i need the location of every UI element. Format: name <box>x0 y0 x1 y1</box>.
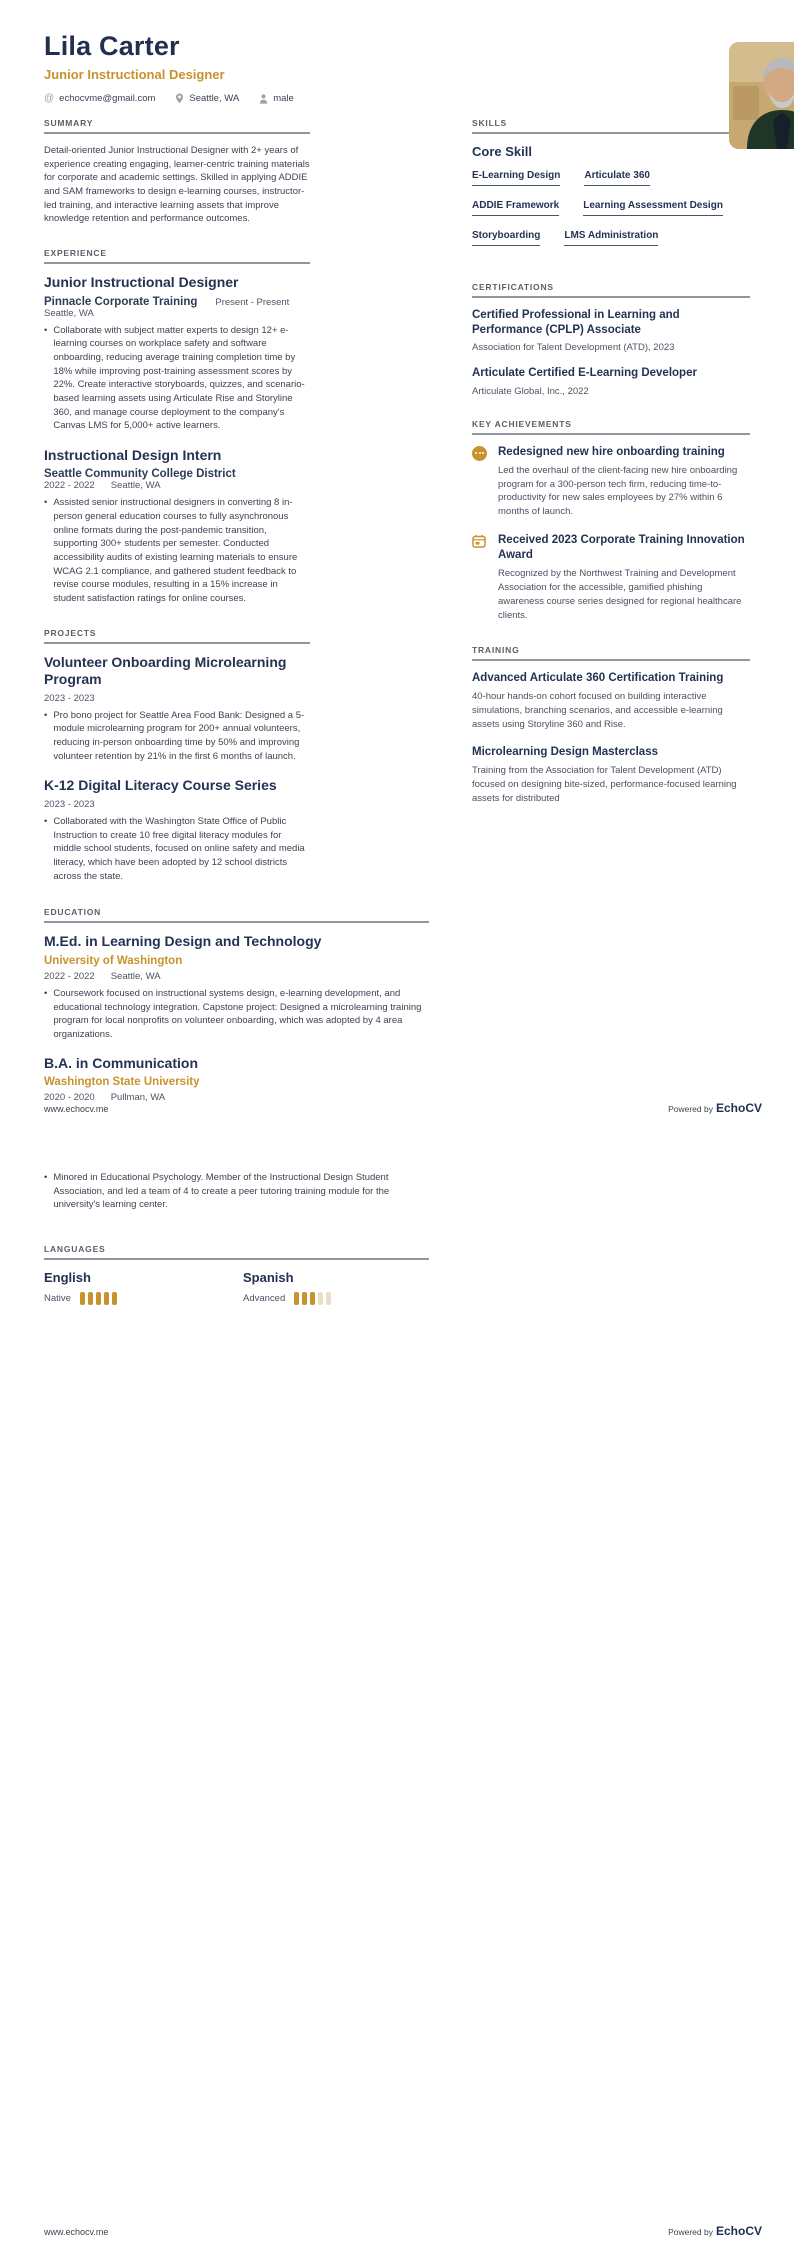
education-section <box>44 907 429 1103</box>
skill-item: Articulate 360 <box>584 170 650 186</box>
education-bullet: • Coursework focused on instructional systems design, e-learning development, and educational technology integration. Capstone project: Designed a microlearning training program for local nonprofits on volunteer onboarding, which was adopted by 4 area organizations. <box>44 987 429 1042</box>
skills-section-label: SKILLS <box>472 118 750 134</box>
experience-bullet: • Collaborate with subject matter experts to design 12+ e-learning courses on workplace safety and software onboarding, reducing average training completion time by 18% while improving post-training assessment scores by 22%. Create interactive storyboards, quizzes, and scenario-based learning assets using Articulate Rise and Storyline 360, and manage course deployment to the company's Canvas LMS for 5,000+ active learners. <box>44 324 310 433</box>
achievement-title: Received 2023 Corporate Training Innovation Award <box>498 534 745 562</box>
experience-section <box>44 248 310 606</box>
language-proficiency-bars <box>80 1292 117 1305</box>
project-meta-row <box>44 799 310 810</box>
contact-location <box>175 93 239 104</box>
training-section <box>472 645 750 806</box>
education-school: University of Washington <box>44 954 183 967</box>
skills-group-title: Core Skill <box>472 144 532 159</box>
languages-list <box>44 1270 429 1305</box>
echocv-brand: EchoCV <box>715 2224 762 2238</box>
badge-dots-icon <box>472 446 487 461</box>
powered-by-prefix: Powered by <box>668 2227 713 2237</box>
echocv-brand: EchoCV <box>715 1101 762 1115</box>
key-achievements-section-label: KEY ACHIEVEMENTS <box>472 419 750 435</box>
language-proficiency-bars <box>294 1292 331 1305</box>
training-item <box>472 671 750 732</box>
language-item <box>44 1270 243 1305</box>
languages-section-label: LANGUAGES <box>44 1244 429 1260</box>
certification-name: Certified Professional in Learning and Performance (CPLP) Associate <box>472 309 680 337</box>
skill-item: Storyboarding <box>472 230 540 246</box>
achievement-title: Redesigned new hire onboarding training <box>498 445 725 458</box>
education-meta-row <box>44 971 429 982</box>
project-title: K-12 Digital Literacy Course Series <box>44 777 277 794</box>
training-item <box>472 745 750 806</box>
page-footer <box>44 1099 762 1117</box>
achievement-item <box>472 533 750 623</box>
location-pin-icon <box>175 93 184 104</box>
certification-issuer: Association for Talent Development (ATD), 2023 <box>472 342 675 354</box>
contact-row <box>44 93 750 104</box>
experience-item <box>44 447 310 606</box>
person-icon <box>259 94 268 104</box>
training-title: Microlearning Design Masterclass <box>472 745 658 758</box>
left-column <box>44 118 310 905</box>
experience-location: Seattle, WA <box>44 307 94 319</box>
skill-item: LMS Administration <box>564 230 658 246</box>
experience-job-title: Instructional Design Intern <box>44 446 222 463</box>
skill-item: ADDIE Framework <box>472 200 559 216</box>
skills-section <box>472 118 750 260</box>
experience-bullet: • Assisted senior instructional designers in converting 8 in-person general education courses to fully asynchronous online formats during the post-pandemic transition, supporting 300+ students per semester. Conducted accessibility audits of existing learning materials to ensure WCAG 2.1 compliance, and gathered student feedback to revise course modules, resulting in a 15% increase in student satisfaction ratings for online courses. <box>44 496 310 605</box>
profile-photo-illustration <box>729 42 794 149</box>
powered-by <box>668 2222 762 2240</box>
person-name: Lila Carter <box>44 31 180 61</box>
achievement-text: Led the overhaul of the client-facing new hire onboarding program for a 300-person tech firm, reducing time-to-productivity for new sales employees by 27% within 6 months of launch. <box>498 464 738 518</box>
language-item <box>243 1270 442 1305</box>
training-section-label: TRAINING <box>472 645 750 661</box>
summary-section-label: SUMMARY <box>44 118 310 134</box>
powered-by <box>668 1099 762 1117</box>
education-degree: M.Ed. in Learning Design and Technology <box>44 933 322 950</box>
achievement-text: Recognized by the Northwest Training and Development Association for the accessible, gamified phishing awareness course series designed for regional healthcare clients. <box>498 568 742 622</box>
projects-section <box>44 628 310 884</box>
experience-dates: Present - Present <box>215 296 290 308</box>
certification-item <box>472 308 750 353</box>
project-dates: 2023 - 2023 <box>44 798 95 810</box>
language-name: Spanish <box>243 1270 294 1286</box>
education-bullet-continuation <box>44 1171 396 1212</box>
experience-company: Pinnacle Corporate Training <box>44 295 198 308</box>
education-school: Washington State University <box>44 1076 200 1089</box>
project-title: Volunteer Onboarding Microlearning Program <box>44 653 287 688</box>
certification-issuer: Articulate Global, Inc., 2022 <box>472 385 589 397</box>
email-icon: @ <box>44 93 55 104</box>
education-item <box>44 933 429 1041</box>
location-text: Seattle, WA <box>189 93 240 104</box>
right-column <box>472 118 750 905</box>
experience-company: Seattle Community College District <box>44 468 236 481</box>
website-url: www.echocv.me <box>44 2227 109 2237</box>
powered-by-prefix: Powered by <box>668 1104 713 1114</box>
education-location: Pullman, WA <box>110 1092 166 1104</box>
experience-section-label: EXPERIENCE <box>44 248 310 264</box>
achievement-item <box>472 445 750 520</box>
gender-text: male <box>273 93 294 104</box>
contact-gender <box>259 93 294 104</box>
experience-item <box>44 274 310 433</box>
training-text: 40-hour hands-on cohort focused on building interactive simulations, branching scenarios, and accessible e-learning assets using Storyline 360 and Rise. <box>472 691 723 730</box>
education-location: Seattle, WA <box>110 970 161 982</box>
certification-item <box>472 366 750 396</box>
training-title: Advanced Articulate 360 Certification Training <box>472 671 724 684</box>
languages-section <box>44 1244 429 1305</box>
contact-email <box>44 93 155 104</box>
certification-name: Articulate Certified E-Learning Developer <box>472 367 697 380</box>
project-dates: 2023 - 2023 <box>44 692 95 704</box>
page-2 <box>0 1123 794 2246</box>
education-dates: 2020 - 2020 <box>44 1092 95 1104</box>
certifications-section-label: CERTIFICATIONS <box>472 282 750 298</box>
training-text: Training from the Association for Talent Development (ATD) focused on designing bite-sized, performance-focused learning assets for distributed <box>472 764 737 804</box>
email-text: echocvme@gmail.com <box>59 93 156 104</box>
project-item <box>44 777 310 883</box>
person-job-title: Junior Instructional Designer <box>44 67 225 82</box>
experience-dates: 2022 - 2022 <box>44 480 95 492</box>
experience-location: Seattle, WA <box>110 480 161 492</box>
project-bullet: • Collaborated with the Washington State Office of Public Instruction to create 10 free digital literacy modules for middle school students, focused on online safety and media literacy, which have been adopted by 12 school districts across the state. <box>44 815 310 883</box>
summary-text: Detail-oriented Junior Instructional Designer with 2+ years of experience creating engaging, learner-centric training materials for corporate and academic settings. Skilled in applying ADDIE and SAM frameworks to design e-learning courses, instructor-led training, and interactive learning assets that improve knowledge retention and performance outcomes. <box>44 145 310 225</box>
project-meta-row <box>44 693 310 704</box>
education-dates: 2022 - 2022 <box>44 970 95 982</box>
certifications-section <box>472 282 750 397</box>
project-bullet: • Pro bono project for Seattle Area Food Bank: Designed a 5-module microlearning program for 200+ annual volunteers, reducing in-person onboarding time by 50% and improving volunteer retention by 21% in the first 6 months of launch. <box>44 709 310 764</box>
project-item <box>44 654 310 764</box>
education-degree: B.A. in Communication <box>44 1054 198 1071</box>
summary-section <box>44 118 310 226</box>
skills-list <box>472 170 750 260</box>
education-section-label: EDUCATION <box>44 907 429 923</box>
skill-item: E-Learning Design <box>472 170 560 186</box>
experience-meta-row <box>44 468 310 491</box>
profile-photo <box>729 42 794 149</box>
page-footer <box>44 2222 762 2240</box>
calendar-icon <box>472 535 486 552</box>
resume-header <box>44 0 750 104</box>
language-name: English <box>44 1270 91 1286</box>
experience-job-title: Junior Instructional Designer <box>44 274 239 291</box>
experience-meta-row <box>44 296 310 319</box>
language-level: Native <box>44 1293 71 1305</box>
education-item <box>44 1055 429 1104</box>
key-achievements-section <box>472 419 750 623</box>
language-level: Advanced <box>243 1293 286 1305</box>
projects-section-label: PROJECTS <box>44 628 310 644</box>
skill-item: Learning Assessment Design <box>583 200 723 216</box>
website-url: www.echocv.me <box>44 1104 109 1114</box>
education-bullet: • Minored in Educational Psychology. Member of the Instructional Design Student Association, and led a team of 4 to create a peer tutoring training module for the university's learning center. <box>44 1171 396 1212</box>
